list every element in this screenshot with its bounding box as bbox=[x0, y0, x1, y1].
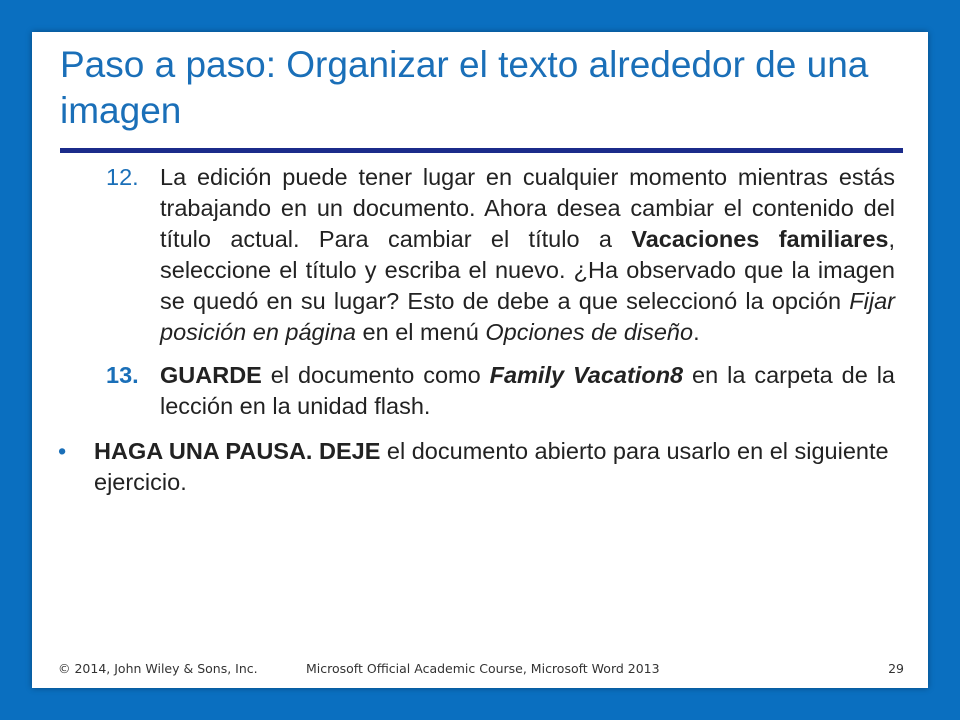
step-item-13 bbox=[32, 360, 895, 422]
step-number: 12. bbox=[106, 164, 139, 190]
slide-content bbox=[32, 162, 928, 498]
bullet-text bbox=[94, 438, 889, 495]
step-text bbox=[160, 362, 895, 419]
text-segment: el documento abierto para usarlo en el siguiente ejercicio. bbox=[94, 438, 889, 495]
text-segment: Family Vacation8 bbox=[489, 362, 684, 388]
text-segment: en el menú bbox=[356, 319, 486, 345]
footer bbox=[58, 661, 904, 681]
footer-course: Microsoft Official Academic Course, Microsoft Word 2013 bbox=[306, 661, 660, 676]
footer-copyright: © 2014, John Wiley & Sons, Inc. bbox=[58, 661, 258, 676]
text-segment: Vacaciones familiares bbox=[631, 226, 889, 252]
text-segment: , seleccione el título y escriba el nuevo. ¿Ha observado que la imagen se quedó en su lugar? Esto de debe a que seleccionó la opción bbox=[160, 226, 895, 314]
text-segment: Fijar posición en página bbox=[160, 288, 895, 345]
text-segment: GUARDE bbox=[160, 362, 262, 388]
title-divider bbox=[60, 148, 903, 153]
text-segment: . bbox=[693, 319, 700, 345]
text-segment: DEJE bbox=[319, 438, 381, 464]
bullet-marker: • bbox=[58, 438, 67, 464]
slide bbox=[32, 32, 928, 688]
text-segment: Opciones de diseño bbox=[485, 319, 694, 345]
bullet-item bbox=[32, 436, 899, 498]
text-segment: el documento como bbox=[261, 362, 490, 388]
text-segment: en la carpeta de la lección en la unidad flash. bbox=[160, 362, 896, 419]
step-number: 13. bbox=[106, 362, 139, 388]
text-segment: La edición puede tener lugar en cualquier momento mientras estás trabajando en un documento. Ahora desea cambiar el contenido del título actual. Para cambiar el título a bbox=[160, 164, 895, 252]
text-segment: HAGA UNA PAUSA. bbox=[94, 438, 313, 464]
step-text bbox=[160, 164, 895, 345]
step-item-12 bbox=[32, 162, 895, 348]
footer-page-number: 29 bbox=[888, 661, 904, 676]
slide-title: Paso a paso: Organizar el texto alrededor de una imagen bbox=[60, 44, 869, 131]
